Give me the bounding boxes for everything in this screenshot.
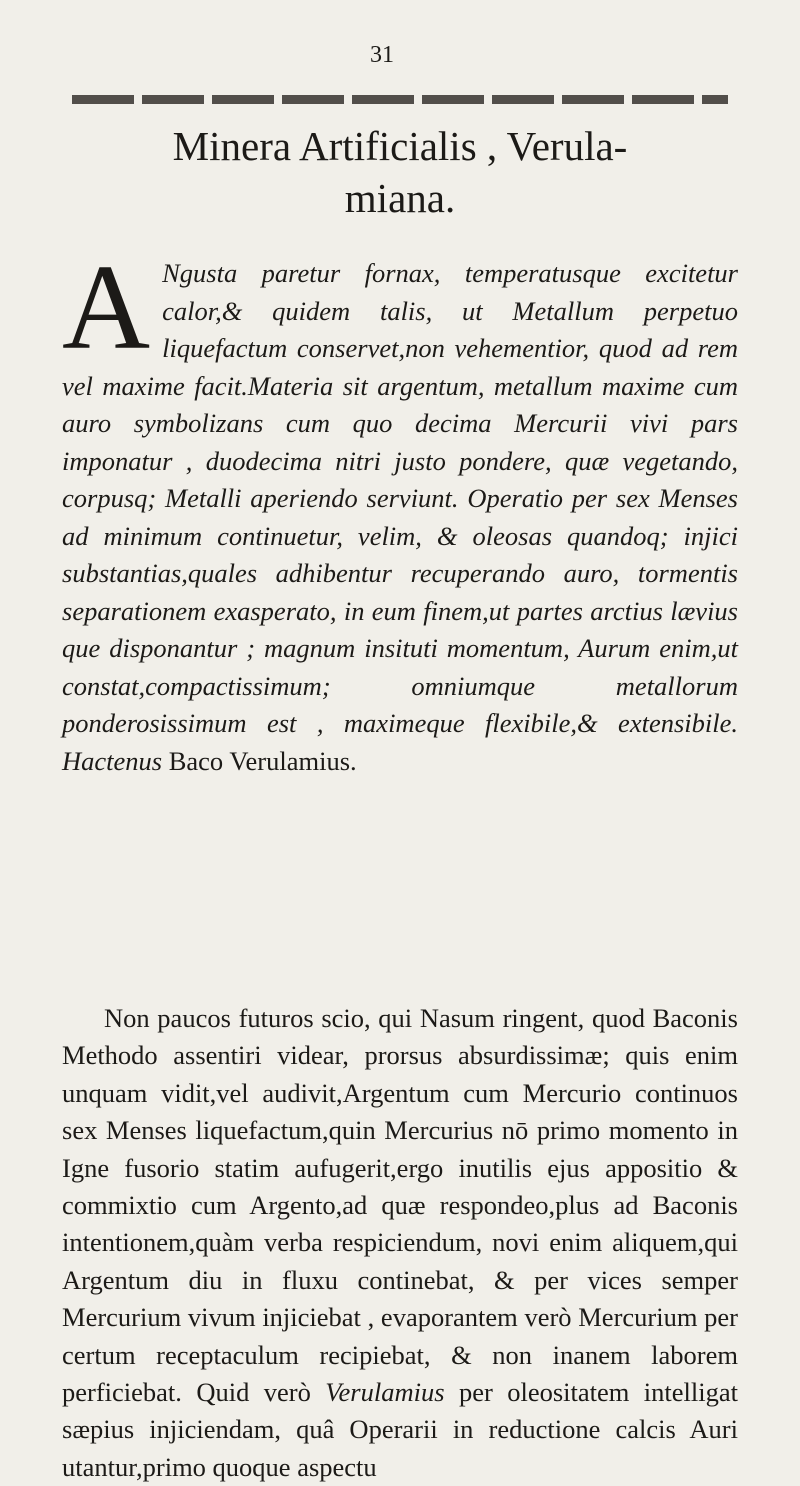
heading-line-1: Minera Artificialis , Verula-: [172, 123, 628, 169]
commentary-paragraph: [62, 1000, 738, 1486]
page-number: 31: [370, 42, 394, 68]
drop-cap-letter: A: [62, 240, 151, 375]
commentary-author-name: Verulamius: [325, 1377, 445, 1408]
bacon-quotation: [62, 240, 738, 780]
commentary-text-part-1: Non paucos futuros scio, qui Nasum ringent, quod Baconis Methodo assentiri videar, prorsus absurdissimæ; quis enim unquam vidit,vel audivit,Argentum cum Mercurio continuos sex Menses liquefactum,quin Mercurius nō primo momento in Igne fusorio statim aufugerit,ergo inutilis ejus appositio & commixtio cum Argento,ad quæ respondeo,plus ad Baconis intentionem,quàm verba respiciendum, novi enim aliquem,qui Argentum diu in fluxu continebat, & per vices semper Mercurium vivum injiciebat , evaporantem verò Mercurium per certum receptaculum recipiebat, & non inanem laborem perficiebat. Quid verò: [62, 1003, 738, 1408]
header-rule: [72, 95, 728, 104]
section-heading: [40, 120, 760, 224]
commentary-text-part-2: per oleositatem intelligat sæpius injiciendam, quâ Operarii in reductione calcis Auri utantur,primo quoque aspectu: [62, 1377, 739, 1482]
quotation-author: Baco Verulamius.: [162, 745, 357, 776]
quotation-text: Ngusta paretur fornax, temperatusque excitetur calor,& quidem talis, ut Metallum perpetuo liquefactum conservet,non vehementior, quod ad rem vel maxime facit.Materia sit argentum, metallum maxime cum auro symbolizans cum quo decima Mercurii vivi pars imponatur , duodecima nitri justo pondere, quæ vegetando, corpusq; Metalli aperiendo serviunt. Operatio per sex Menses ad minimum continuetur, velim, & oleosas quandoq; injici substantias,quales adhibentur recuperando auro, tormentis separationem exasperato, in eum finem,ut partes arctius lævius que disponantur ; magnum insituti momentum, Aurum enim,ut constat,compactissimum; omniumque metallorum ponderosissimum est , maximeque flexibile,& extensibile. Hactenus: [62, 258, 738, 776]
heading-line-2: miana.: [344, 175, 456, 221]
